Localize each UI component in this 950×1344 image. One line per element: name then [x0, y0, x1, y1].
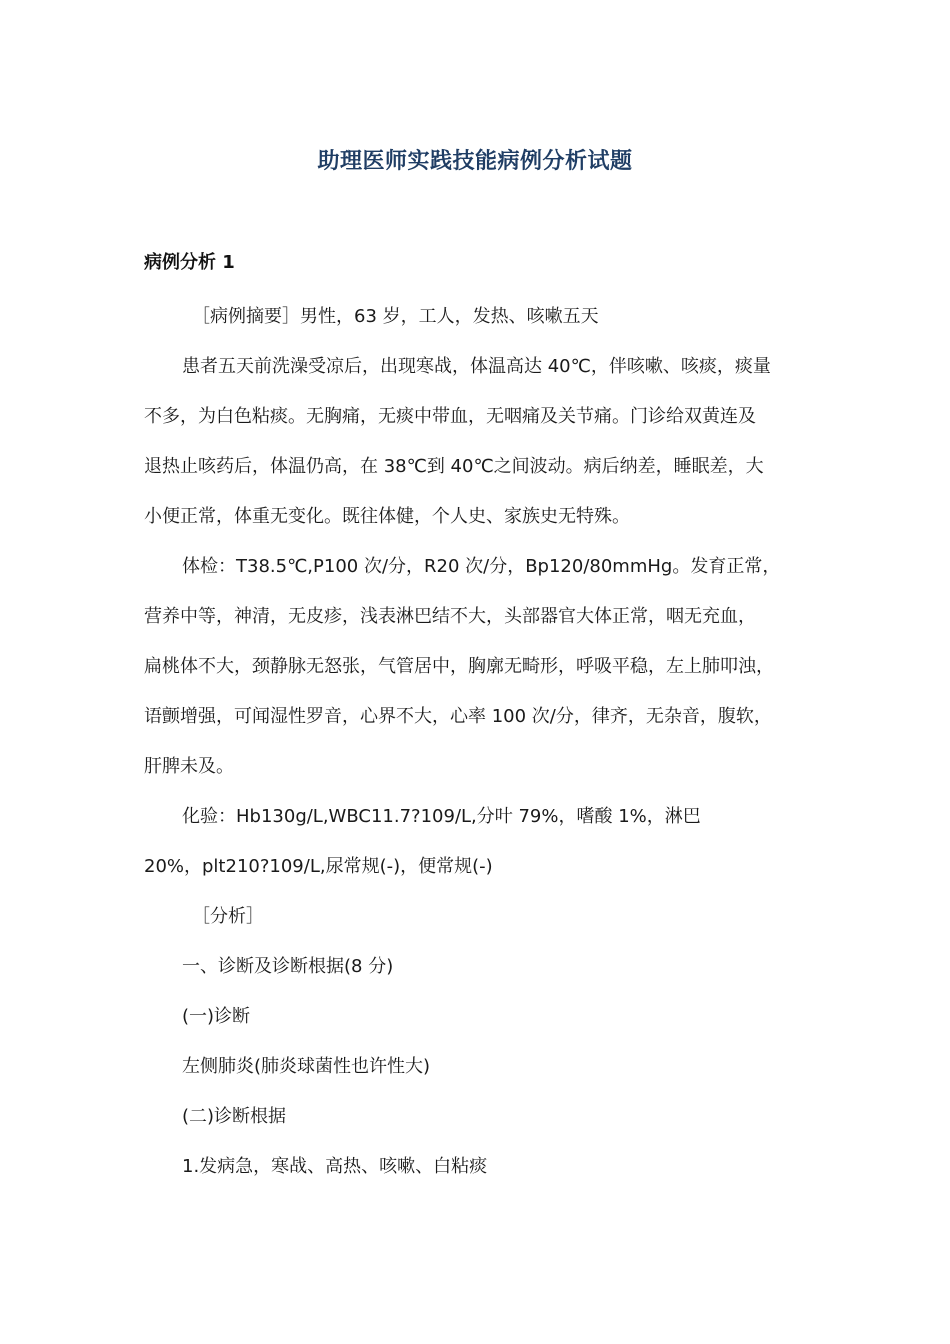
history-line: 不多，为白色粘痰。无胸痛，无痰中带血，无咽痛及关节痛。门诊给双黄连及: [144, 406, 756, 427]
history-line: 退热止咳药后，体温仍高，在 38℃到 40℃之间波动。病后纳差，睡眠差，大: [144, 456, 764, 477]
exam-line: 语颤增强，可闻湿性罗音，心界不大，心率 100 次/分，律齐，无杂音，腹软，: [144, 706, 772, 727]
history-line: 小便正常，体重无变化。既往体健，个人史、家族史无特殊。: [144, 506, 630, 527]
exam-line: 体检：T38.5℃,P100 次/分，R20 次/分，Bp120/80mmHg。发育正常，: [182, 556, 781, 577]
document-body: [144, 292, 814, 1192]
diagnosis-basis-heading: (二)诊断根据: [182, 1106, 287, 1127]
history-line: 患者五天前洗澡受凉后，出现寒战，体温高达 40℃，伴咳嗽、咳痰，痰量: [182, 356, 771, 377]
diagnosis-text: 左侧肺炎(肺炎球菌性也许性大): [182, 1056, 431, 1077]
document-title: 助理医师实践技能病例分析试题: [317, 149, 633, 174]
case-summary-line: ［病例摘要］男性，63 岁，工人，发热、咳嗽五天: [192, 306, 599, 327]
diagnosis-heading: 一、诊断及诊断根据(8 分): [182, 956, 394, 977]
lab-line: 化验：Hb130g/L,WBC11.7?109/L,分叶 79%，嗜酸 1%，淋巴: [182, 806, 701, 827]
diagnosis-subheading: (一)诊断: [182, 1006, 251, 1027]
exam-line: 扁桃体不大，颈静脉无怒张，气管居中，胸廓无畸形，呼吸平稳，左上肺叩浊，: [144, 656, 774, 677]
lab-line: 20%，plt210?109/L,尿常规(-)，便常规(-): [144, 856, 493, 877]
analysis-heading: ［分析］: [192, 906, 264, 927]
diagnosis-basis-item: 1.发病急，寒战、高热、咳嗽、白粘痰: [182, 1156, 488, 1177]
exam-line: 肝脾未及。: [144, 756, 234, 777]
section-heading: 病例分析 1: [144, 252, 235, 273]
exam-line: 营养中等，神清，无皮疹，浅表淋巴结不大，头部器官大体正常，咽无充血，: [144, 606, 756, 627]
